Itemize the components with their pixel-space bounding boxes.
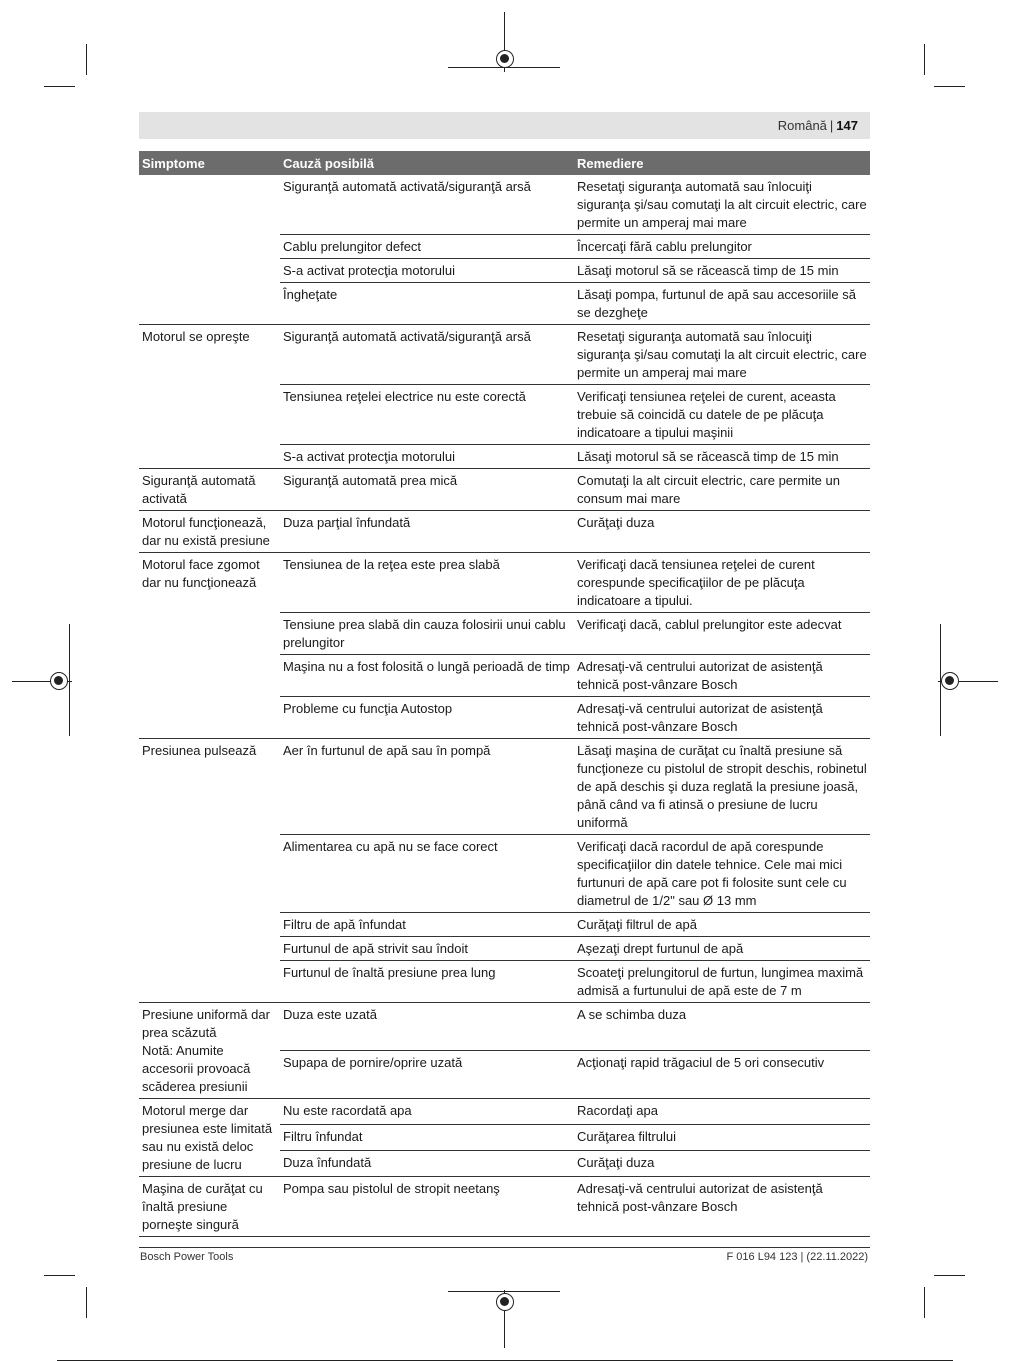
- symptom-cell: Motorul merge dar presiunea este limitată sau nu există deloc presiune de lucru: [139, 1099, 280, 1177]
- table-row: [139, 511, 870, 553]
- remedy-cell: Verificaţi dacă, cablul prelungitor este adecvat: [574, 613, 870, 655]
- registration-mark-icon: [496, 1293, 514, 1311]
- cause-cell: Tensiunea reţelei electrice nu este corectă: [280, 385, 574, 445]
- crop-mark: [44, 86, 75, 87]
- table-body: [139, 175, 870, 1237]
- remedy-cell: Lăsaţi motorul să se răcească timp de 15 min: [574, 445, 870, 469]
- crop-mark: [86, 44, 87, 75]
- remedy-cell: A se schimba duza: [574, 1003, 870, 1051]
- cause-cell: Filtru de apă înfundat: [280, 913, 574, 937]
- symptom-cell: Siguranţă automată activată: [139, 469, 280, 511]
- remedy-cell: Aşezaţi drept furtunul de apă: [574, 937, 870, 961]
- cause-cell: Furtunul de apă strivit sau îndoit: [280, 937, 574, 961]
- remedy-cell: Verificaţi dacă tensiunea reţelei de curent corespunde specificaţiilor de pe plăcuţa indicatoare a tipului.: [574, 553, 870, 613]
- remedy-cell: Adresaţi-vă centrului autorizat de asistenţă tehnică post-vânzare Bosch: [574, 655, 870, 697]
- registration-mark-icon: [50, 672, 68, 690]
- symptom-cell: Presiune uniformă dar prea scăzută Notă: Anumite accesorii provoacă scăderea presiunii: [139, 1003, 280, 1099]
- troubleshooting-table: [139, 151, 870, 1237]
- page-footer: [139, 1247, 870, 1263]
- remedy-cell: Resetaţi siguranţa automată sau înlocuiţi siguranţa şi/sau comutaţi la alt circuit electric, care permite un amperaj mai mare: [574, 325, 870, 385]
- crop-mark: [69, 624, 70, 736]
- cause-cell: S-a activat protecţia motorului: [280, 445, 574, 469]
- cause-cell: Filtru înfundat: [280, 1125, 574, 1151]
- registration-mark-icon: [941, 672, 959, 690]
- remedy-cell: Adresaţi-vă centrului autorizat de asistenţă tehnică post-vânzare Bosch: [574, 1177, 870, 1237]
- symptom-cell: Motorul se opreşte: [139, 325, 280, 469]
- symptom-cell: [139, 175, 280, 325]
- table-header-row: [139, 151, 870, 175]
- crop-mark: [924, 44, 925, 75]
- page-number: 147: [836, 118, 858, 133]
- cause-cell: Pompa sau pistolul de stropit neetanş: [280, 1177, 574, 1237]
- running-header: [139, 112, 870, 139]
- header-language: Română: [777, 118, 827, 133]
- column-header-cause: Cauză posibilă: [280, 151, 574, 175]
- cause-cell: Siguranţă automată prea mică: [280, 469, 574, 511]
- remedy-cell: Curăţaţi duza: [574, 1151, 870, 1177]
- crop-mark: [924, 1287, 925, 1318]
- remedy-cell: Resetaţi siguranţa automată sau înlocuiţi siguranţa şi/sau comutaţi la alt circuit electric, care permite un amperaj mai mare: [574, 175, 870, 235]
- crop-mark: [44, 1275, 75, 1276]
- cause-cell: Probleme cu funcţia Autostop: [280, 697, 574, 739]
- crop-mark: [86, 1287, 87, 1318]
- remedy-cell: Lăsaţi pompa, furtunul de apă sau accesoriile să se dezgheţe: [574, 283, 870, 325]
- table-row: [139, 1003, 870, 1051]
- cause-cell: Duza înfundată: [280, 1151, 574, 1177]
- cause-cell: Siguranţă automată activată/siguranţă arsă: [280, 325, 574, 385]
- remedy-cell: Verificaţi dacă racordul de apă corespunde specificaţiilor din datele tehnice. Cele mai mici furtunuri de apă care pot fi folosite sunt cele cu diametrul de 1/2" sau Ø 13 mm: [574, 835, 870, 913]
- cause-cell: Duza parţial înfundată: [280, 511, 574, 553]
- cause-cell: Duza este uzată: [280, 1003, 574, 1051]
- cause-cell: Nu este racordată apa: [280, 1099, 574, 1125]
- remedy-cell: Încercaţi fără cablu prelungitor: [574, 235, 870, 259]
- table-row: [139, 325, 870, 385]
- cause-cell: Maşina nu a fost folosită o lungă perioadă de timp: [280, 655, 574, 697]
- cause-cell: Cablu prelungitor defect: [280, 235, 574, 259]
- footer-document-code: F 016 L94 123 | (22.11.2022): [726, 1251, 868, 1263]
- crop-mark: [934, 1275, 965, 1276]
- cause-cell: S-a activat protecţia motorului: [280, 259, 574, 283]
- remedy-cell: Verificaţi tensiunea reţelei de curent, aceasta trebuie să coincidă cu datele de pe plăcuţa indicatoare a tipului maşinii: [574, 385, 870, 445]
- table-row: [139, 1099, 870, 1125]
- table-row: [139, 739, 870, 835]
- remedy-cell: Curăţarea filtrului: [574, 1125, 870, 1151]
- cause-cell: Tensiune prea slabă din cauza folosirii unui cablu prelungitor: [280, 613, 574, 655]
- remedy-cell: Scoateţi prelungitorul de furtun, lungimea maximă admisă a furtunului de apă este de 7 m: [574, 961, 870, 1003]
- cause-cell: Siguranţă automată activată/siguranţă arsă: [280, 175, 574, 235]
- remedy-cell: Racordaţi apa: [574, 1099, 870, 1125]
- header-separator: |: [829, 118, 834, 133]
- remedy-cell: Curăţaţi filtrul de apă: [574, 913, 870, 937]
- table-row: [139, 553, 870, 613]
- crop-mark: [448, 1291, 560, 1292]
- cause-cell: Alimentarea cu apă nu se face corect: [280, 835, 574, 913]
- cause-cell: Aer în furtunul de apă sau în pompă: [280, 739, 574, 835]
- cause-cell: Supapa de pornire/oprire uzată: [280, 1051, 574, 1099]
- cause-cell: Tensiunea de la reţea este prea slabă: [280, 553, 574, 613]
- remedy-cell: Adresaţi-vă centrului autorizat de asistenţă tehnică post-vânzare Bosch: [574, 697, 870, 739]
- remedy-cell: Comutaţi la alt circuit electric, care permite un consum mai mare: [574, 469, 870, 511]
- column-header-symptoms: Simptome: [139, 151, 280, 175]
- symptom-cell: Presiunea pulsează: [139, 739, 280, 1003]
- table-row: [139, 469, 870, 511]
- remedy-cell: Acţionaţi rapid trăgaciul de 5 ori consecutiv: [574, 1051, 870, 1099]
- remedy-cell: Lăsaţi maşina de curăţat cu înaltă presiune să funcţioneze cu pistolul de stropit deschis, robinetul de apă deschis şi duza reglată la presiune joasă, până când va fi atinsă o presiune de lucru uniformă: [574, 739, 870, 835]
- symptom-cell: Maşina de curăţat cu înaltă presiune porneşte singură: [139, 1177, 280, 1237]
- remedy-cell: Lăsaţi motorul să se răcească timp de 15 min: [574, 259, 870, 283]
- registration-mark-icon: [496, 50, 514, 68]
- remedy-cell: Curăţaţi duza: [574, 511, 870, 553]
- column-header-remedy: Remediere: [574, 151, 870, 175]
- footer-brand: Bosch Power Tools: [140, 1251, 234, 1263]
- table-row: [139, 1177, 870, 1237]
- table-row: [139, 175, 870, 235]
- crop-mark: [934, 86, 965, 87]
- cause-cell: Îngheţate: [280, 283, 574, 325]
- symptom-cell: Motorul funcţionează, dar nu există presiune: [139, 511, 280, 553]
- symptom-cell: Motorul face zgomot dar nu funcţionează: [139, 553, 280, 739]
- cause-cell: Furtunul de înaltă presiune prea lung: [280, 961, 574, 1003]
